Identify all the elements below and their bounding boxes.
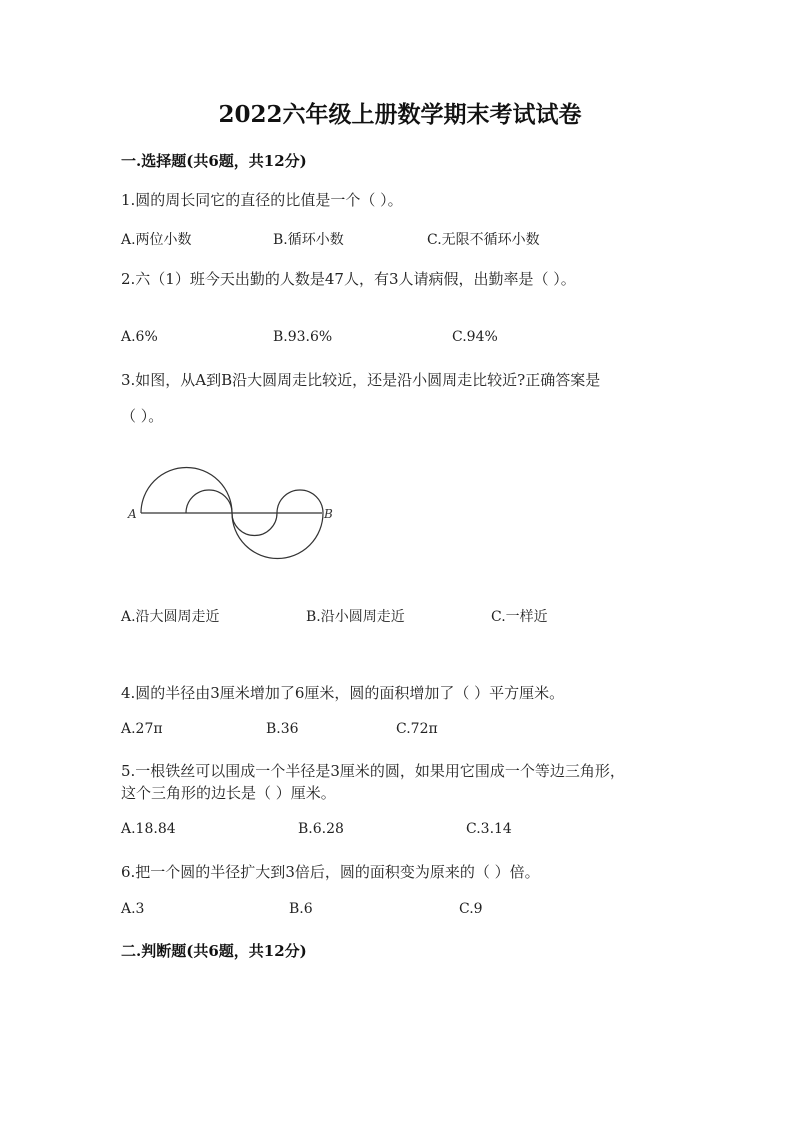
question-6-option-c[interactable]: C.9 (459, 901, 483, 917)
small-arc-1 (186, 490, 232, 513)
point-b-label: B (324, 507, 333, 521)
question-5-option-a[interactable]: A.18.84 (121, 821, 176, 837)
question-1-option-b[interactable]: B.循环小数 (273, 232, 344, 248)
circles-figure (120, 460, 350, 570)
section-heading-judgement: 二.判断题(共6题，共12分) (121, 942, 307, 960)
question-3-text: 3.如图，从A到B沿大圆周走比较近，还是沿小圆周走比较近?正确答案是 (121, 371, 601, 389)
point-a-label: A (128, 507, 137, 521)
question-5-option-c[interactable]: C.3.14 (466, 821, 512, 837)
question-2-option-c[interactable]: C.94% (452, 329, 498, 345)
large-arc-bottom (232, 513, 323, 559)
question-1-option-c[interactable]: C.无限不循环小数 (427, 232, 540, 248)
question-6-option-a[interactable]: A.3 (121, 901, 145, 917)
question-4-text: 4.圆的半径由3厘米增加了6厘米，圆的面积增加了（ ）平方厘米。 (121, 684, 565, 702)
small-arc-0 (141, 513, 186, 535)
question-4-option-c[interactable]: C.72π (396, 721, 438, 737)
question-2-option-b[interactable]: B.93.6% (273, 329, 333, 345)
small-arc-3 (277, 490, 323, 513)
question-4-option-a[interactable]: A.27π (121, 721, 163, 737)
question-6-option-b[interactable]: B.6 (289, 901, 313, 917)
question-2-option-a[interactable]: A.6% (121, 329, 158, 345)
question-1-text: 1.圆的周长同它的直径的比值是一个（ ）。 (121, 191, 403, 209)
page-title: 2022六年级上册数学期末考试试卷 (218, 101, 582, 128)
question-6-text: 6.把一个圆的半径扩大到3倍后，圆的面积变为原来的（ ）倍。 (121, 863, 540, 881)
small-arc-2 (232, 513, 277, 536)
question-3-option-c[interactable]: C.一样近 (491, 609, 548, 625)
section-heading-choice: 一.选择题(共6题，共12分) (121, 152, 307, 170)
question-3-text-line2: （ ）。 (121, 407, 164, 425)
question-1-option-a[interactable]: A.两位小数 (121, 232, 192, 248)
question-5-option-b[interactable]: B.6.28 (298, 821, 344, 837)
question-5-text: 5.一根铁丝可以围成一个半径是3厘米的圆，如果用它围成一个等边三角形， (121, 762, 625, 780)
question-2-text: 2.六（1）班今天出勤的人数是47人，有3人请病假，出勤率是（ ）。 (121, 270, 576, 288)
question-3-option-b[interactable]: B.沿小圆周走近 (306, 609, 405, 625)
question-4-option-b[interactable]: B.36 (266, 721, 299, 737)
question-5-text-line2: 这个三角形的边长是（ ）厘米。 (121, 784, 336, 802)
question-3-option-a[interactable]: A.沿大圆周走近 (121, 609, 220, 625)
